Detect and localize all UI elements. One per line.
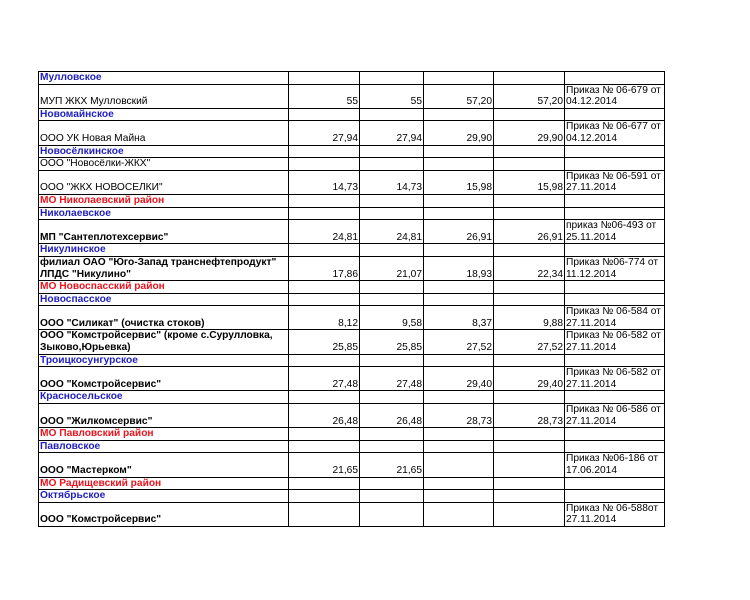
tariff-value-3: 27,52 [424,330,494,354]
organization-name: ООО "ЖКХ НОВОСЕЛКИ" [39,170,289,194]
empty-cell [565,207,665,220]
empty-cell [360,72,424,85]
settlement-header-row [39,440,665,453]
tariff-table [38,71,665,527]
empty-cell [424,194,494,207]
empty-cell [565,428,665,441]
settlement-name: Никулинское [39,244,289,257]
tariff-value-4: 57,20 [494,84,565,108]
organization-name: ООО "Мастерком" [39,453,289,477]
order-reference: Приказ № 06-679 от 04.12.2014 [565,84,665,108]
district-header-row [39,194,665,207]
order-reference: Приказ №06-186 от 17.06.2014 [565,453,665,477]
settlement-header-row [39,490,665,503]
empty-cell [360,293,424,306]
empty-cell [289,391,360,404]
empty-cell [424,293,494,306]
order-reference: приказ №06-493 от 25.11.2014 [565,220,665,244]
empty-cell [289,244,360,257]
tariff-value-1: 21,65 [289,453,360,477]
empty-cell [565,145,665,158]
tariff-value-4: 27,52 [494,330,565,354]
empty-cell [360,194,424,207]
tariff-value-1: 8,12 [289,306,360,330]
organization-row [39,330,665,354]
empty-cell [289,490,360,503]
order-reference: Приказ № 06-586 от 27.11.2014 [565,404,665,428]
empty-cell [360,281,424,294]
empty-cell [424,391,494,404]
empty-cell [289,72,360,85]
order-reference: Приказ №06-774 от 11.12.2014 [565,256,665,280]
empty-cell [565,158,665,171]
organization-row [39,84,665,108]
organization-name: ООО "Комстройсервис" [39,367,289,391]
tariff-value-4 [494,502,565,526]
empty-cell [565,244,665,257]
empty-cell [494,158,565,171]
tariff-value-3: 26,91 [424,220,494,244]
empty-cell [494,207,565,220]
tariff-value-1 [289,502,360,526]
empty-cell [289,440,360,453]
tariff-value-2: 25,85 [360,330,424,354]
settlement-name: Мулловское [39,72,289,85]
empty-cell [494,281,565,294]
settlement-name: Троицкосунгурское [39,354,289,367]
empty-cell [360,108,424,121]
tariff-value-3: 29,90 [424,121,494,145]
empty-cell [360,207,424,220]
district-name: МО Николаевский район [39,194,289,207]
organization-row [39,453,665,477]
empty-cell [289,428,360,441]
organization-row [39,256,665,280]
empty-cell [289,281,360,294]
settlement-name: Новосёлкинское [39,145,289,158]
empty-cell [494,194,565,207]
district-header-row [39,428,665,441]
empty-cell [360,477,424,490]
tariff-value-4 [494,453,565,477]
tariff-value-2: 9,58 [360,306,424,330]
organization-name: ООО "Комстройсервис" [39,502,289,526]
settlement-name: Новомайнское [39,108,289,121]
organization-row [39,404,665,428]
empty-cell [289,477,360,490]
settlement-header-row [39,72,665,85]
tariff-value-1: 27,94 [289,121,360,145]
empty-cell [360,490,424,503]
empty-cell [494,490,565,503]
settlement-name: Красносельское [39,391,289,404]
empty-cell [360,244,424,257]
tariff-value-2: 26,48 [360,404,424,428]
settlement-name: Павловское [39,440,289,453]
tariff-value-2 [360,502,424,526]
tariff-value-4: 15,98 [494,170,565,194]
empty-cell [565,72,665,85]
empty-cell [360,354,424,367]
settlement-name: Новоспасское [39,293,289,306]
empty-cell [494,145,565,158]
empty-cell [424,477,494,490]
order-reference: Приказ № 06-677 от 04.12.2014 [565,121,665,145]
empty-cell [289,194,360,207]
empty-cell [424,145,494,158]
district-name: МО Павловский район [39,428,289,441]
empty-cell [424,244,494,257]
empty-cell [565,108,665,121]
empty-cell [289,158,360,171]
tariff-value-2: 55 [360,84,424,108]
empty-cell [360,391,424,404]
tariff-value-1: 55 [289,84,360,108]
tariff-value-4: 22,34 [494,256,565,280]
empty-cell [565,391,665,404]
organization-row [39,306,665,330]
tariff-value-1: 25,85 [289,330,360,354]
empty-cell [565,477,665,490]
tariff-value-1: 27,48 [289,367,360,391]
empty-cell [289,207,360,220]
tariff-value-2: 24,81 [360,220,424,244]
settlement-header-row [39,354,665,367]
organization-name: ООО "Силикат" (очистка стоков) [39,306,289,330]
settlement-header-row [39,108,665,121]
empty-cell [565,281,665,294]
settlement-header-row [39,207,665,220]
settlement-header-row [39,145,665,158]
empty-cell [424,354,494,367]
organization-name: филиал ОАО "Юго-Запад транснефтепродукт" ЛПДС "Никулино" [39,256,289,280]
empty-cell [424,281,494,294]
empty-cell [494,440,565,453]
empty-cell [289,293,360,306]
tariff-value-1: 26,48 [289,404,360,428]
organization-row [39,121,665,145]
empty-cell [565,194,665,207]
empty-cell [424,108,494,121]
tariff-value-2: 14,73 [360,170,424,194]
tariff-value-2: 27,94 [360,121,424,145]
tariff-value-1: 17,86 [289,256,360,280]
district-name: МО Новоспасский район [39,281,289,294]
empty-cell [424,440,494,453]
order-reference: Приказ № 06-584 от 27.11.2014 [565,306,665,330]
settlement-name: Октябрьское [39,490,289,503]
settlement-header-row [39,293,665,306]
tariff-value-3 [424,502,494,526]
empty-cell [424,490,494,503]
settlement-header-row [39,244,665,257]
empty-cell [360,158,424,171]
organization-row [39,367,665,391]
empty-cell [289,354,360,367]
settlement-header-row [39,391,665,404]
settlement-name: Николаевское [39,207,289,220]
tariff-value-2: 27,48 [360,367,424,391]
tariff-value-3: 18,93 [424,256,494,280]
tariff-value-4: 26,91 [494,220,565,244]
empty-cell [494,391,565,404]
organization-name: ООО "Жилкомсервис" [39,404,289,428]
tariff-value-4: 29,40 [494,367,565,391]
empty-cell [289,108,360,121]
organization-row [39,502,665,526]
empty-cell [494,244,565,257]
tariff-value-1: 24,81 [289,220,360,244]
empty-cell [494,354,565,367]
organization-row [39,170,665,194]
organization-name: МП "Сантеплотехсервис" [39,220,289,244]
empty-cell [494,428,565,441]
tariff-value-3: 57,20 [424,84,494,108]
organization-name: МУП ЖКХ Мулловский [39,84,289,108]
empty-cell [565,354,665,367]
tariff-value-4: 29,90 [494,121,565,145]
tariff-value-4: 28,73 [494,404,565,428]
tariff-value-3: 15,98 [424,170,494,194]
organization-name: ООО "Комстройсервис" (кроме с.Сурулловка, Зыково,Юрьевка) [39,330,289,354]
tariff-value-2: 21,07 [360,256,424,280]
empty-cell [494,477,565,490]
empty-cell [565,293,665,306]
empty-cell [360,428,424,441]
empty-cell [360,440,424,453]
empty-cell [424,207,494,220]
district-name: МО Радищевский район [39,477,289,490]
tariff-value-4: 9,88 [494,306,565,330]
order-reference: Приказ № 06-591 от 27.11.2014 [565,170,665,194]
tariff-value-3: 28,73 [424,404,494,428]
organization-row [39,220,665,244]
tariff-value-2: 21,65 [360,453,424,477]
empty-cell [424,72,494,85]
tariff-value-3: 29,40 [424,367,494,391]
organization-name: ООО "Новосёлки-ЖКХ" [39,158,289,171]
order-reference: Приказ № 06-588от 27.11.2014 [565,502,665,526]
empty-cell [494,108,565,121]
empty-cell [565,490,665,503]
empty-cell [424,428,494,441]
empty-cell [360,145,424,158]
empty-cell [565,440,665,453]
order-reference: Приказ № 06-582 от 27.11.2014 [565,367,665,391]
empty-cell [494,72,565,85]
tariff-value-3: 8,37 [424,306,494,330]
empty-cell [494,293,565,306]
empty-cell [424,158,494,171]
empty-cell [289,145,360,158]
tariff-value-3 [424,453,494,477]
district-header-row [39,477,665,490]
organization-name: ООО УК Новая Майна [39,121,289,145]
tariff-table-body [39,72,665,527]
district-header-row [39,281,665,294]
organization-row [39,158,665,171]
tariff-value-1: 14,73 [289,170,360,194]
order-reference: Приказ № 06-582 от 27.11.2014 [565,330,665,354]
